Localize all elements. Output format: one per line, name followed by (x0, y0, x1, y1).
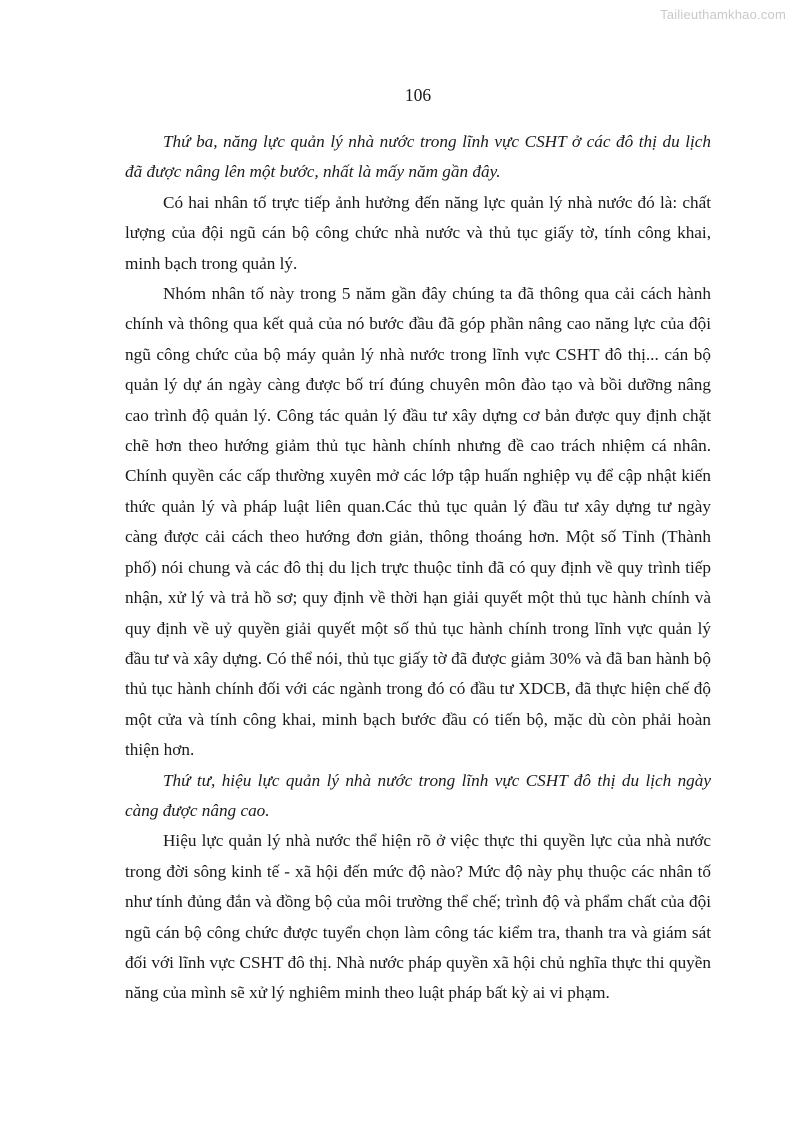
paragraph-administrative-reform: Nhóm nhân tố này trong 5 năm gần đây chúng ta đã thông qua cải cách hành chính và thông qua kết quả của nó bước đầu đã góp phần nâng cao năng lực của đội ngũ công chức của bộ máy quản lý nhà nước trong lĩnh vực CSHT đô thị... cán bộ quản lý dự án ngày càng được bố trí đúng chuyên môn đào tạo và bồi dưỡng nâng cao trình độ quản lý. Công tác quản lý đầu tư xây dựng cơ bản được quy định chặt chẽ hơn theo hướng giảm thủ tục hành chính nhưng đề cao trách nhiệm cá nhân. Chính quyền các cấp thường xuyên mở các lớp tập huấn nghiệp vụ để cập nhật kiến thức quản lý và pháp luật liên quan.Các thủ tục quản lý đầu tư xây dựng tư ngày càng được cải cách theo hướng đơn giản, thông thoáng hơn. Một số Tỉnh (Thành phố) nói chung và các đô thị du lịch trực thuộc tỉnh đã có quy định về quy trình tiếp nhận, xử lý và trả hồ sơ; quy định về thời hạn giải quyết một thủ tục hành chính và quy định về uỷ quyền giải quyết một số thủ tục hành chính trong lĩnh vực quản lý đầu tư và xây dựng. Có thể nói, thủ tục giấy tờ đã được giảm 30% và đã ban hành bộ thủ tục hành chính đối với các ngành trong đó có đầu tư XDCB, đã thực hiện chế độ một cửa và tính công khai, minh bạch bước đầu có tiến bộ, mặc dù còn phải hoàn thiện hơn. (125, 284, 711, 760)
page-number: 106 (404, 85, 432, 105)
paragraph-factors: Có hai nhân tố trực tiếp ảnh hưởng đến năng lực quản lý nhà nước đó là: chất lượng của đội ngũ cán bộ công chức nhà nước và thủ tục giấy tờ, tính công khai, minh bạch trong quản lý. (125, 192, 711, 273)
paragraph-effectiveness: Hiệu lực quản lý nhà nước thể hiện rõ ở việc thực thi quyền lực của nhà nước trong đời sông kinh tế - xã hội đến mức độ nào? Mức độ này phụ thuộc các nhân tố như tính đủng đắn và đồng bộ của môi trường thể chế; trình độ và phẩm chất của đội ngũ cán bộ công chức được tuyển chọn làm công tác kiểm tra, thanh tra và giám sát đối với lĩnh vực CSHT đô thị. Nhà nước pháp quyền xã hội chủ nghĩa thực thi quyền năng của mình sẽ xử lý nghiêm minh theo luật pháp bất kỳ ai vi phạm. (125, 831, 711, 1003)
paragraph-heading-fourth: Thứ tư, hiệu lực quản lý nhà nước trong lĩnh vực CSHT đô thị du lịch ngày càng được nâng cao. (125, 770, 711, 820)
watermark-text: Tailieuthamkhao.com (660, 7, 786, 22)
document-body (125, 127, 711, 1009)
paragraph-heading-third: Thứ ba, năng lực quản lý nhà nước trong lĩnh vực CSHT ở các đô thị du lịch đã được nâng lên một bước, nhất là mấy năm gần đây. (125, 132, 711, 182)
